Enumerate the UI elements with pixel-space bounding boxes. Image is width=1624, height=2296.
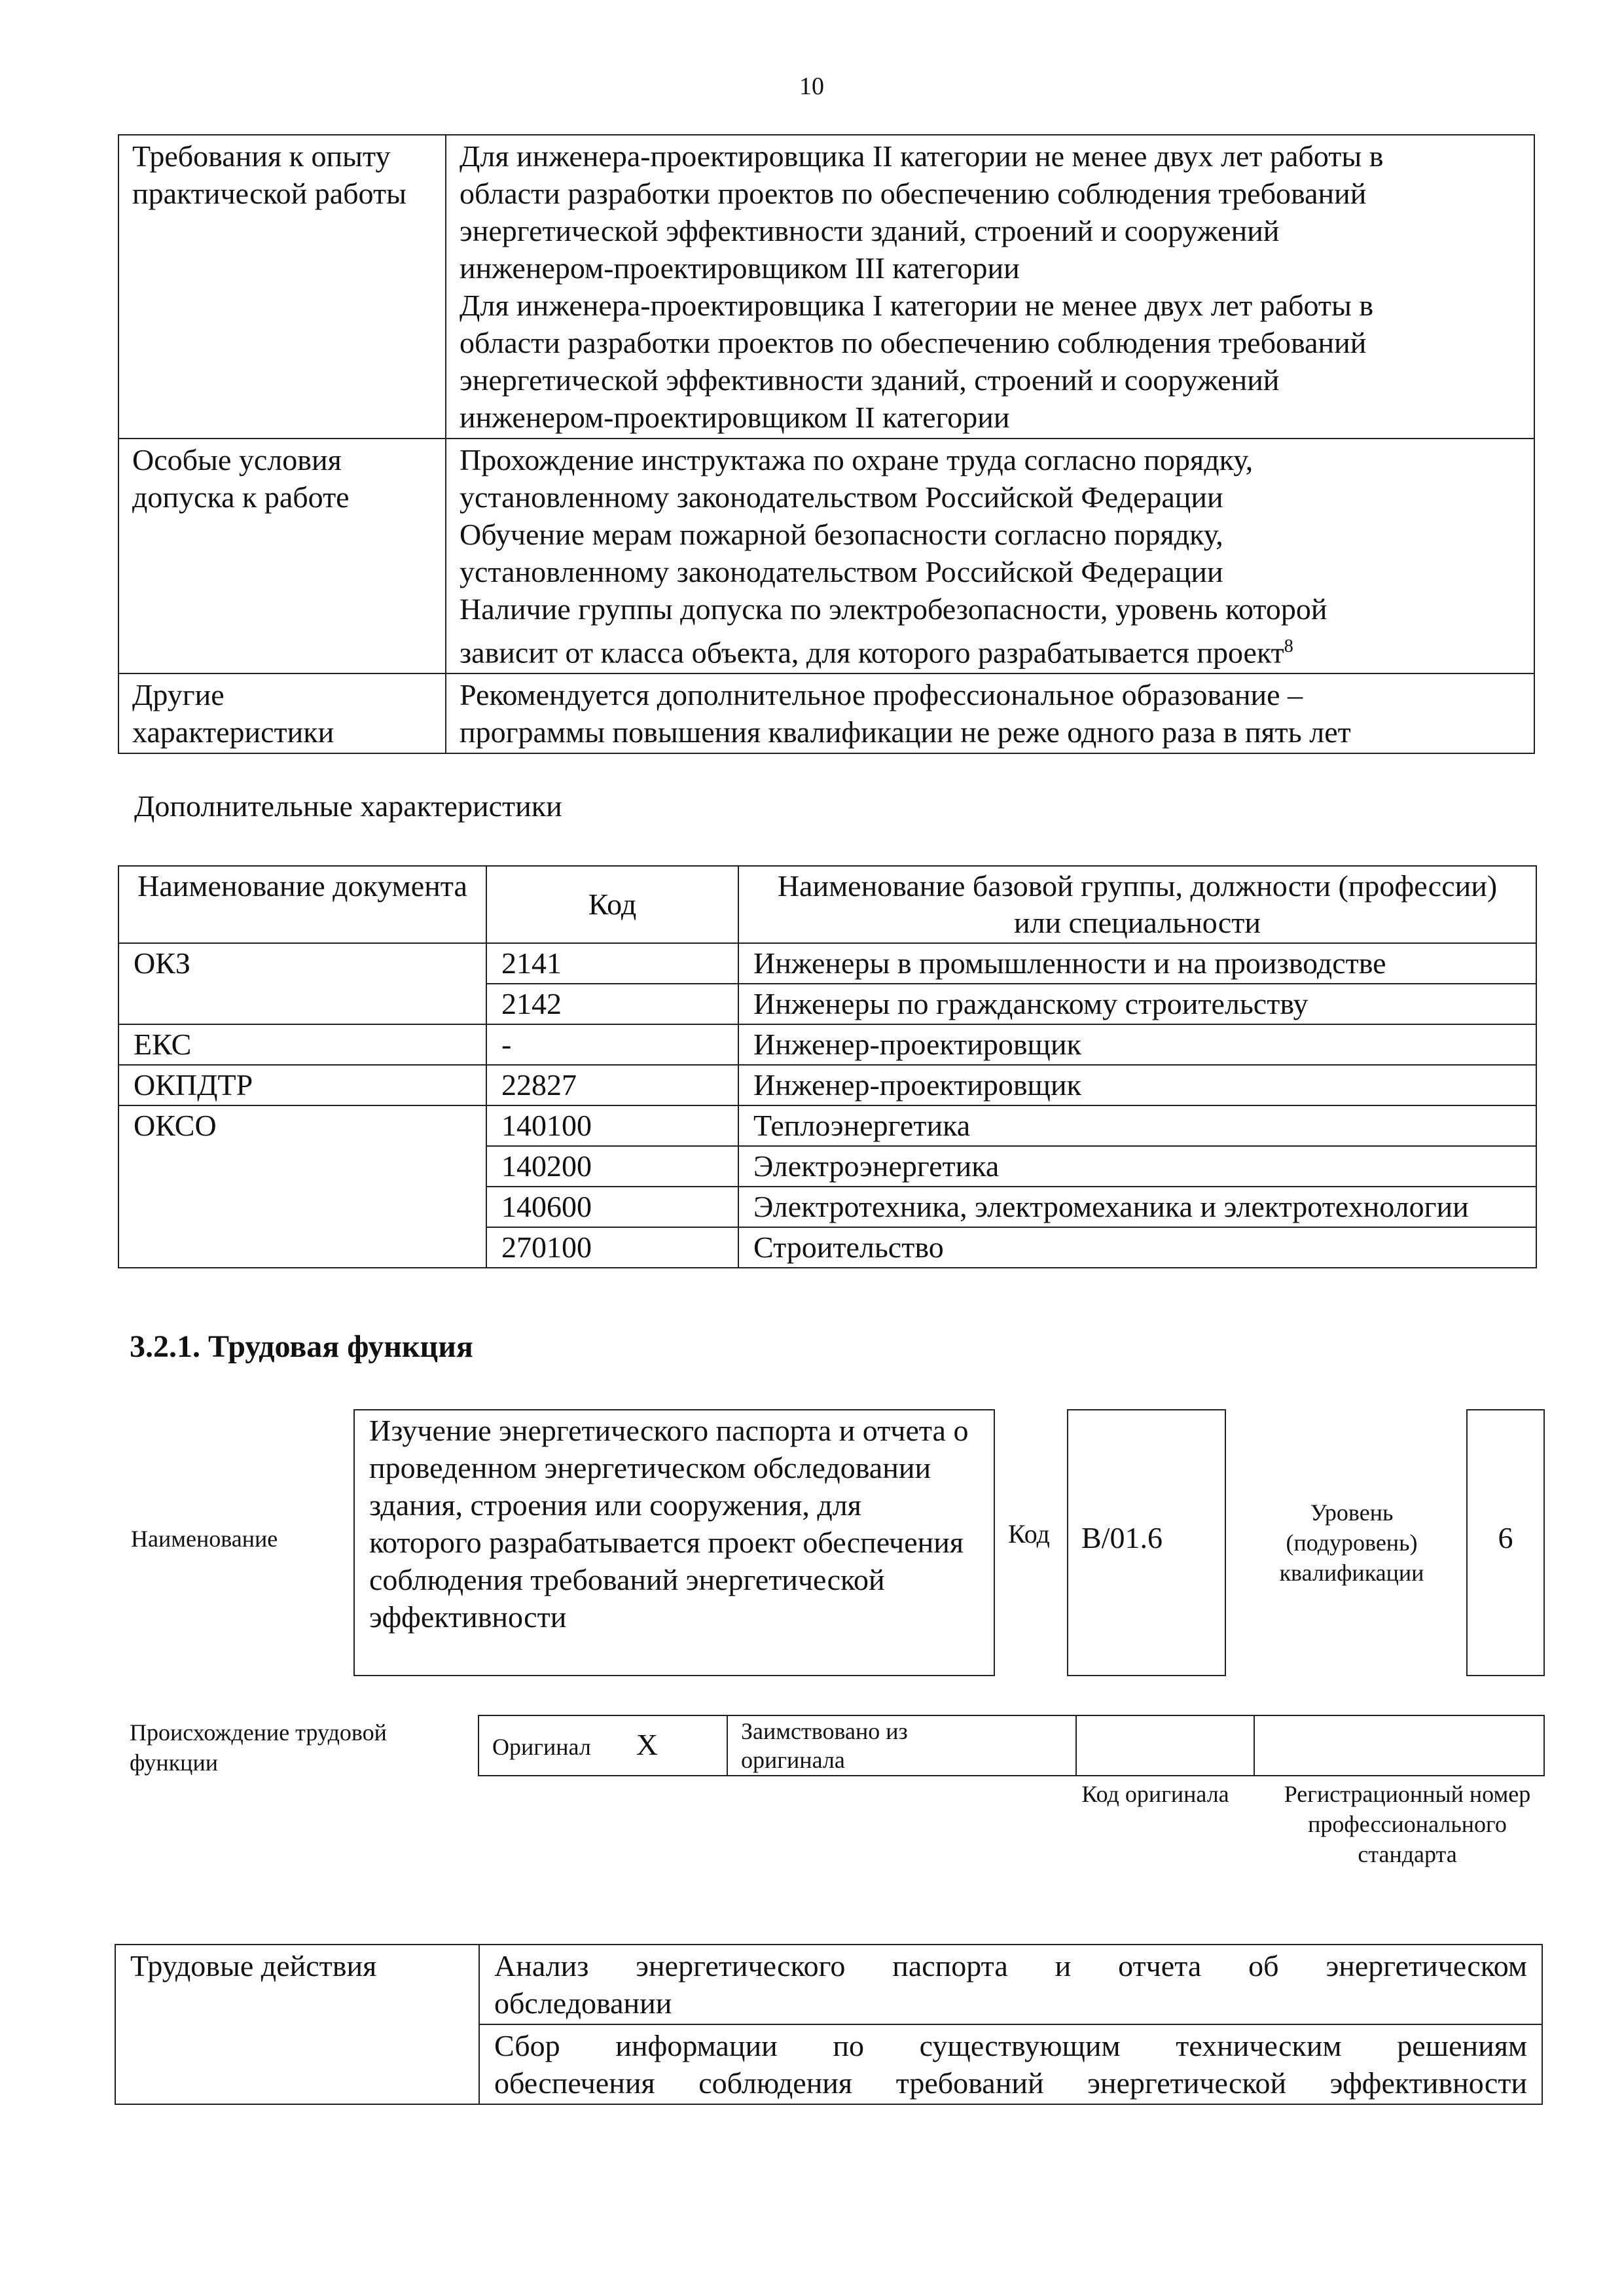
table-header-row: [118, 866, 1536, 943]
requirements-table: [118, 134, 1535, 754]
additional-table: [118, 865, 1537, 1268]
table-row: [478, 1715, 1544, 1776]
row-text: Для инженера-проектировщика II категории не менее двух лет работы в области разработки проектов по обеспечению соблюдения требований энергетической эффективности зданий, строений и сооружений инженером-проектировщиком III категории Для инженера-проектировщика I категории не менее двух лет работы в области разработки проектов по обеспечению соблюдения требований энергетической эффективности зданий, строений и сооружений инженером-проектировщиком II категории: [446, 135, 1534, 439]
labor-action-item: Сбор информации по существующим техническим решениям обеспечения соблюдения требований энергетической эффективности: [479, 2024, 1542, 2104]
qualification-level-value: 6: [1498, 1521, 1513, 1554]
qualification-level-label: Уровень (подуровень) квалификации: [1279, 1499, 1424, 1586]
reg-number-label: Регистрационный номер профессионального стандарта: [1284, 1781, 1531, 1867]
footnote-mark: 8: [1284, 636, 1293, 656]
table-row: ОКСО 140100 Теплоэнергетика: [118, 1105, 1536, 1146]
header-code: Код: [486, 866, 738, 943]
function-code-label: Код: [1008, 1519, 1050, 1549]
row-text: Прохождение инструктажа по охране труда согласно порядку, установленному законодательством Российской Федерации Обучение мерам пожарной безопасности согласно порядку, установленному законодательством Российской Федерации Наличие группы допуска по электробезопасности, уровень которой зависит от класса объекта, для которого разрабатывается проект$^8$: [446, 439, 1534, 673]
row-label: Требования к опыту практической работы: [118, 135, 446, 439]
row-label: Другие характеристики: [118, 673, 446, 753]
origin-table: [478, 1715, 1545, 1776]
original-mark: X: [636, 1727, 659, 1761]
table-row: ОКПДТР 22827 Инженер-проектировщик: [118, 1065, 1536, 1105]
function-name-box: Изучение энергетического паспорта и отчета о проведенном энергетическом обследовании здания, строения или сооружения, для которого разрабатывается проект обеспечения соблюдения требований энергетической эффективности: [353, 1409, 995, 1676]
origin-original-cell: Оригинал X: [478, 1715, 727, 1776]
function-name-label: Наименование: [131, 1526, 278, 1552]
table-row: 140600 Электротехника, электромеханика и электротехнологии: [118, 1187, 1536, 1227]
additional-title: Дополнительные характеристики: [134, 789, 562, 823]
table-row: 140200 Электроэнергетика: [118, 1146, 1536, 1187]
row-text: Рекомендуется дополнительное профессиональное образование – программы повышения квалификации не реже одного раза в пять лет: [446, 673, 1534, 753]
origin-reg-cell: [1254, 1715, 1544, 1776]
table-row: 2142 Инженеры по гражданскому строительству: [118, 984, 1536, 1024]
table-row: 270100 Строительство: [118, 1227, 1536, 1268]
section-heading: 3.2.1. Трудовая функция: [130, 1329, 473, 1364]
function-code-box: [1067, 1409, 1226, 1676]
qualification-level-box: [1466, 1409, 1545, 1676]
table-row: [118, 135, 1534, 439]
labor-actions-label: Трудовые действия: [115, 1945, 479, 2104]
header-doc: Наименование документа: [118, 866, 486, 943]
labor-actions-table: [115, 1944, 1543, 2105]
origin-borrowed-cell: Заимствовано из оригинала: [727, 1715, 1076, 1776]
table-row: [115, 1945, 1542, 2024]
table-row: ЕКС - Инженер-проектировщик: [118, 1024, 1536, 1065]
table-row: [118, 673, 1534, 753]
table-row: [118, 439, 1534, 673]
page-number: 10: [799, 73, 824, 100]
labor-action-item: Анализ энергетического паспорта и отчета об энергетическом обследовании: [479, 1945, 1542, 2024]
origin-code-cell: [1076, 1715, 1254, 1776]
origin-label: Происхождение трудовой функции: [130, 1719, 387, 1776]
row-label: Особые условия допуска к работе: [118, 439, 446, 673]
function-code-value: В/01.6: [1081, 1521, 1163, 1554]
header-name: Наименование базовой группы, должности (профессии) или специальности: [738, 866, 1536, 943]
table-row: ОКЗ 2141 Инженеры в промышленности и на производстве: [118, 943, 1536, 984]
code-original-label: Код оригинала: [1081, 1781, 1229, 1807]
